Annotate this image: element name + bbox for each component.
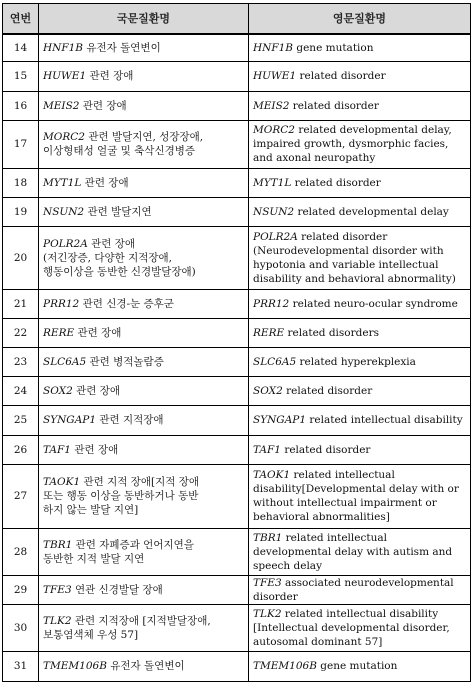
gene-symbol: TAF1 xyxy=(43,443,71,456)
cell-line xyxy=(253,297,466,311)
english-disease-name xyxy=(249,197,471,226)
row-number: 26 xyxy=(3,435,39,464)
english-disease-name xyxy=(249,528,471,575)
table-row xyxy=(3,435,471,464)
cell-text: 관련 병적놀람증 xyxy=(86,355,164,368)
cell-text: 관련 지적 장애[지적 장애 xyxy=(80,476,200,488)
cell-line xyxy=(253,137,466,151)
table-row xyxy=(3,61,471,91)
row-number: 22 xyxy=(3,318,39,347)
row-number: 17 xyxy=(3,120,39,168)
cell-line xyxy=(43,628,244,642)
english-disease-name xyxy=(249,91,471,120)
cell-text: developmental delay with autism and xyxy=(253,545,453,558)
cell-line xyxy=(43,265,244,279)
cell-line xyxy=(43,69,244,83)
header-number: 연번 xyxy=(3,4,39,35)
gene-symbol: MEIS2 xyxy=(253,99,290,112)
row-number: 20 xyxy=(3,226,39,289)
cell-line xyxy=(253,413,466,427)
cell-line xyxy=(253,326,466,340)
korean-disease-name xyxy=(39,651,249,681)
cell-text: 행동이상을 동반한 신경발달장애) xyxy=(43,265,196,278)
cell-line xyxy=(253,635,466,649)
english-disease-name xyxy=(249,604,471,651)
cell-line xyxy=(253,205,466,219)
cell-text: 이상형태성 얼굴 및 축삭신경병증 xyxy=(43,145,196,157)
row-number: 14 xyxy=(3,34,39,61)
korean-disease-name xyxy=(39,405,249,435)
cell-text: related disorder xyxy=(296,70,386,82)
cell-line xyxy=(43,583,244,597)
cell-line xyxy=(43,413,244,427)
cell-text: associated neurodevelopmental xyxy=(281,576,454,589)
table-row xyxy=(3,347,471,376)
row-number: 18 xyxy=(3,168,39,197)
cell-line xyxy=(253,531,466,545)
cell-text: related disorder xyxy=(280,443,371,456)
cell-line xyxy=(43,251,244,265)
cell-line xyxy=(253,244,466,258)
cell-text: 관련 장애 xyxy=(81,176,129,189)
gene-symbol: SOX2 xyxy=(253,384,283,397)
korean-disease-name xyxy=(39,435,249,464)
cell-text: 보통염색체 우성 57] xyxy=(43,628,139,641)
gene-symbol: TLK2 xyxy=(253,607,282,620)
gene-symbol: MEIS2 xyxy=(43,99,80,112)
cell-text: 동반한 지적 발달 지연 xyxy=(43,552,145,565)
gene-symbol: POLR2A xyxy=(43,237,88,250)
cell-text: related developmental delay xyxy=(294,205,449,218)
cell-text: related disorder xyxy=(291,176,381,189)
table-body xyxy=(3,34,471,681)
row-number: 24 xyxy=(3,376,39,405)
cell-line xyxy=(253,607,466,621)
korean-disease-name xyxy=(39,376,249,405)
cell-text: 관련 장애 xyxy=(79,99,127,112)
english-disease-name xyxy=(249,347,471,376)
cell-line xyxy=(253,510,466,524)
gene-symbol: SLC6A5 xyxy=(43,355,87,368)
table-row xyxy=(3,226,471,289)
cell-text: disability[Developmental delay with or xyxy=(253,483,459,495)
cell-text: 관련 발달지연, 성장장애, xyxy=(84,131,204,143)
gene-symbol: SLC6A5 xyxy=(253,355,297,368)
cell-line xyxy=(43,205,244,219)
cell-line xyxy=(43,355,244,369)
gene-symbol: TMEM106B xyxy=(253,660,317,672)
english-disease-name xyxy=(249,318,471,347)
korean-disease-name xyxy=(39,61,249,91)
table-row xyxy=(3,604,471,651)
cell-text: related disorders xyxy=(284,326,379,339)
gene-symbol: PRR12 xyxy=(253,297,290,310)
table-row xyxy=(3,91,471,120)
cell-line xyxy=(43,176,244,190)
cell-text: [Intellectual developmental disorder, xyxy=(253,621,450,634)
cell-line xyxy=(43,552,244,566)
table-row xyxy=(3,197,471,226)
gene-symbol: SOX2 xyxy=(43,384,73,397)
korean-disease-name xyxy=(39,318,249,347)
cell-line xyxy=(253,384,466,398)
cell-text: 유전자 돌연변이 xyxy=(106,660,185,672)
cell-text: (저긴장증, 다양한 지적장애, xyxy=(43,251,173,264)
cell-line xyxy=(253,355,466,369)
cell-line xyxy=(253,482,466,496)
disease-table xyxy=(2,3,471,682)
cell-text: related disorder xyxy=(297,230,388,243)
gene-symbol: SYNGAP1 xyxy=(253,414,307,426)
cell-text: related developmental delay, xyxy=(294,124,452,136)
korean-disease-name xyxy=(39,289,249,318)
cell-text: without intellectual impairment or xyxy=(253,497,437,509)
cell-line xyxy=(253,69,466,83)
korean-disease-name xyxy=(39,464,249,528)
table-row xyxy=(3,528,471,575)
gene-symbol: TBR1 xyxy=(253,531,283,544)
row-number: 27 xyxy=(3,464,39,528)
cell-text: speech delay xyxy=(253,559,323,572)
cell-line xyxy=(253,621,466,635)
table-row xyxy=(3,34,471,61)
cell-line xyxy=(43,489,244,503)
gene-symbol: PRR12 xyxy=(43,297,80,310)
english-disease-name xyxy=(249,168,471,197)
cell-text: related intellectual xyxy=(282,531,387,544)
cell-text: 하지 않는 발달 지연] xyxy=(43,504,139,516)
cell-line xyxy=(43,41,244,55)
cell-line xyxy=(253,151,466,165)
row-number: 30 xyxy=(3,604,39,651)
cell-text: 또는 행동 이상을 동반하거나 동반 xyxy=(43,490,199,502)
cell-text: related intellectual disability xyxy=(306,414,463,426)
korean-disease-name xyxy=(39,226,249,289)
cell-line xyxy=(43,144,244,158)
cell-text: gene mutation xyxy=(316,660,398,672)
cell-line xyxy=(43,443,244,457)
english-disease-name xyxy=(249,435,471,464)
cell-text: hypotonia and variable intellectual xyxy=(253,258,439,271)
korean-disease-name xyxy=(39,528,249,575)
gene-symbol: MYT1L xyxy=(253,176,292,189)
header-english-name: 영문질환명 xyxy=(249,4,471,35)
table-row xyxy=(3,168,471,197)
cell-text: 관련 장애 xyxy=(72,384,121,397)
cell-line xyxy=(253,123,466,137)
cell-text: and axonal neuropathy xyxy=(253,152,376,164)
cell-line xyxy=(43,475,244,489)
row-number: 21 xyxy=(3,289,39,318)
cell-line xyxy=(253,99,466,113)
cell-text: 관련 장애 xyxy=(70,443,119,456)
cell-line xyxy=(253,41,466,55)
gene-symbol: TLK2 xyxy=(43,614,72,627)
cell-line xyxy=(43,130,244,144)
gene-symbol: TMEM106B xyxy=(43,660,107,672)
cell-text: autosomal dominant 57] xyxy=(253,635,383,648)
cell-line xyxy=(43,297,244,311)
gene-symbol: HNF1B xyxy=(253,41,294,54)
cell-line xyxy=(43,614,244,628)
gene-symbol: POLR2A xyxy=(253,230,298,243)
header-korean-name: 국문질환명 xyxy=(39,4,249,35)
table-row xyxy=(3,464,471,528)
cell-text: 관련 지적장애 [지적발달장애, xyxy=(71,614,211,627)
cell-line xyxy=(253,468,466,482)
cell-text: related disorder xyxy=(289,99,379,112)
cell-text: related intellectual disability xyxy=(281,607,439,620)
cell-text: 관련 신경-눈 증후군 xyxy=(79,297,174,310)
gene-symbol: HUWE1 xyxy=(43,70,87,82)
cell-text: 관련 지적장애 xyxy=(96,414,164,426)
korean-disease-name xyxy=(39,197,249,226)
cell-text: impaired growth, dysmorphic facies, xyxy=(253,138,449,150)
cell-line xyxy=(43,326,244,340)
cell-text: related intellectual xyxy=(290,469,395,481)
cell-text: behavioral abnormalities] xyxy=(253,511,390,523)
english-disease-name xyxy=(249,464,471,528)
row-number: 15 xyxy=(3,61,39,91)
gene-symbol: NSUN2 xyxy=(253,205,295,218)
table-row xyxy=(3,289,471,318)
gene-symbol: HUWE1 xyxy=(253,70,297,82)
korean-disease-name xyxy=(39,347,249,376)
row-number: 23 xyxy=(3,347,39,376)
cell-line xyxy=(253,659,466,673)
english-disease-name xyxy=(249,651,471,681)
cell-line xyxy=(253,590,466,604)
gene-symbol: RERE xyxy=(253,326,285,339)
cell-line xyxy=(253,230,466,244)
cell-line xyxy=(43,538,244,552)
cell-text: disorder xyxy=(253,590,298,603)
gene-symbol: MYT1L xyxy=(43,176,82,189)
cell-line xyxy=(43,503,244,517)
cell-line xyxy=(43,99,244,113)
table-row xyxy=(3,575,471,604)
cell-text: related hyperekplexia xyxy=(296,355,416,368)
cell-line xyxy=(253,258,466,272)
gene-symbol: SYNGAP1 xyxy=(43,414,97,426)
table-row xyxy=(3,651,471,681)
cell-line xyxy=(43,659,244,673)
cell-line xyxy=(43,237,244,251)
korean-disease-name xyxy=(39,168,249,197)
row-number: 25 xyxy=(3,405,39,435)
gene-symbol: TBR1 xyxy=(43,538,73,551)
cell-text: 관련 발달지연 xyxy=(84,205,152,218)
english-disease-name xyxy=(249,405,471,435)
english-disease-name xyxy=(249,61,471,91)
cell-text: related neuro-ocular syndrome xyxy=(289,297,458,310)
english-disease-name xyxy=(249,289,471,318)
korean-disease-name xyxy=(39,575,249,604)
row-number: 16 xyxy=(3,91,39,120)
korean-disease-name xyxy=(39,604,249,651)
cell-line xyxy=(253,272,466,286)
cell-text: related disorder xyxy=(282,384,373,397)
cell-line xyxy=(253,559,466,573)
gene-symbol: NSUN2 xyxy=(43,205,85,218)
cell-text: 유전자 돌연변이 xyxy=(83,41,161,54)
cell-line xyxy=(253,545,466,559)
gene-symbol: RERE xyxy=(43,326,75,339)
english-disease-name xyxy=(249,120,471,168)
gene-symbol: TAF1 xyxy=(253,443,281,456)
cell-text: 관련 장애 xyxy=(86,70,134,82)
gene-symbol: TAOK1 xyxy=(43,476,81,488)
korean-disease-name xyxy=(39,91,249,120)
korean-disease-name xyxy=(39,34,249,61)
gene-symbol: TFE3 xyxy=(43,583,72,596)
gene-symbol: TFE3 xyxy=(253,576,282,589)
english-disease-name xyxy=(249,376,471,405)
table-row xyxy=(3,318,471,347)
cell-text: 관련 장애 xyxy=(87,237,136,250)
cell-line xyxy=(253,176,466,190)
row-number: 31 xyxy=(3,651,39,681)
row-number: 28 xyxy=(3,528,39,575)
table-row xyxy=(3,120,471,168)
cell-text: (Neurodevelopmental disorder with xyxy=(253,244,444,257)
cell-line xyxy=(253,576,466,590)
gene-symbol: HNF1B xyxy=(43,41,84,54)
table-header xyxy=(3,4,471,35)
english-disease-name xyxy=(249,226,471,289)
table-row xyxy=(3,376,471,405)
row-number: 19 xyxy=(3,197,39,226)
english-disease-name xyxy=(249,575,471,604)
gene-symbol: MORC2 xyxy=(253,124,295,136)
gene-symbol: TAOK1 xyxy=(253,469,291,481)
cell-text: gene mutation xyxy=(293,41,374,54)
english-disease-name xyxy=(249,34,471,61)
cell-text: 연관 신경발달 장애 xyxy=(71,583,163,596)
cell-text: 관련 장애 xyxy=(74,326,122,339)
cell-line xyxy=(253,496,466,510)
cell-text: 관련 자폐증과 언어지연을 xyxy=(72,538,194,551)
gene-symbol: MORC2 xyxy=(43,131,85,143)
cell-line xyxy=(43,384,244,398)
cell-text: disability and behavioral abnormality) xyxy=(253,272,456,285)
korean-disease-name xyxy=(39,120,249,168)
table-row xyxy=(3,405,471,435)
row-number: 29 xyxy=(3,575,39,604)
cell-line xyxy=(253,443,466,457)
